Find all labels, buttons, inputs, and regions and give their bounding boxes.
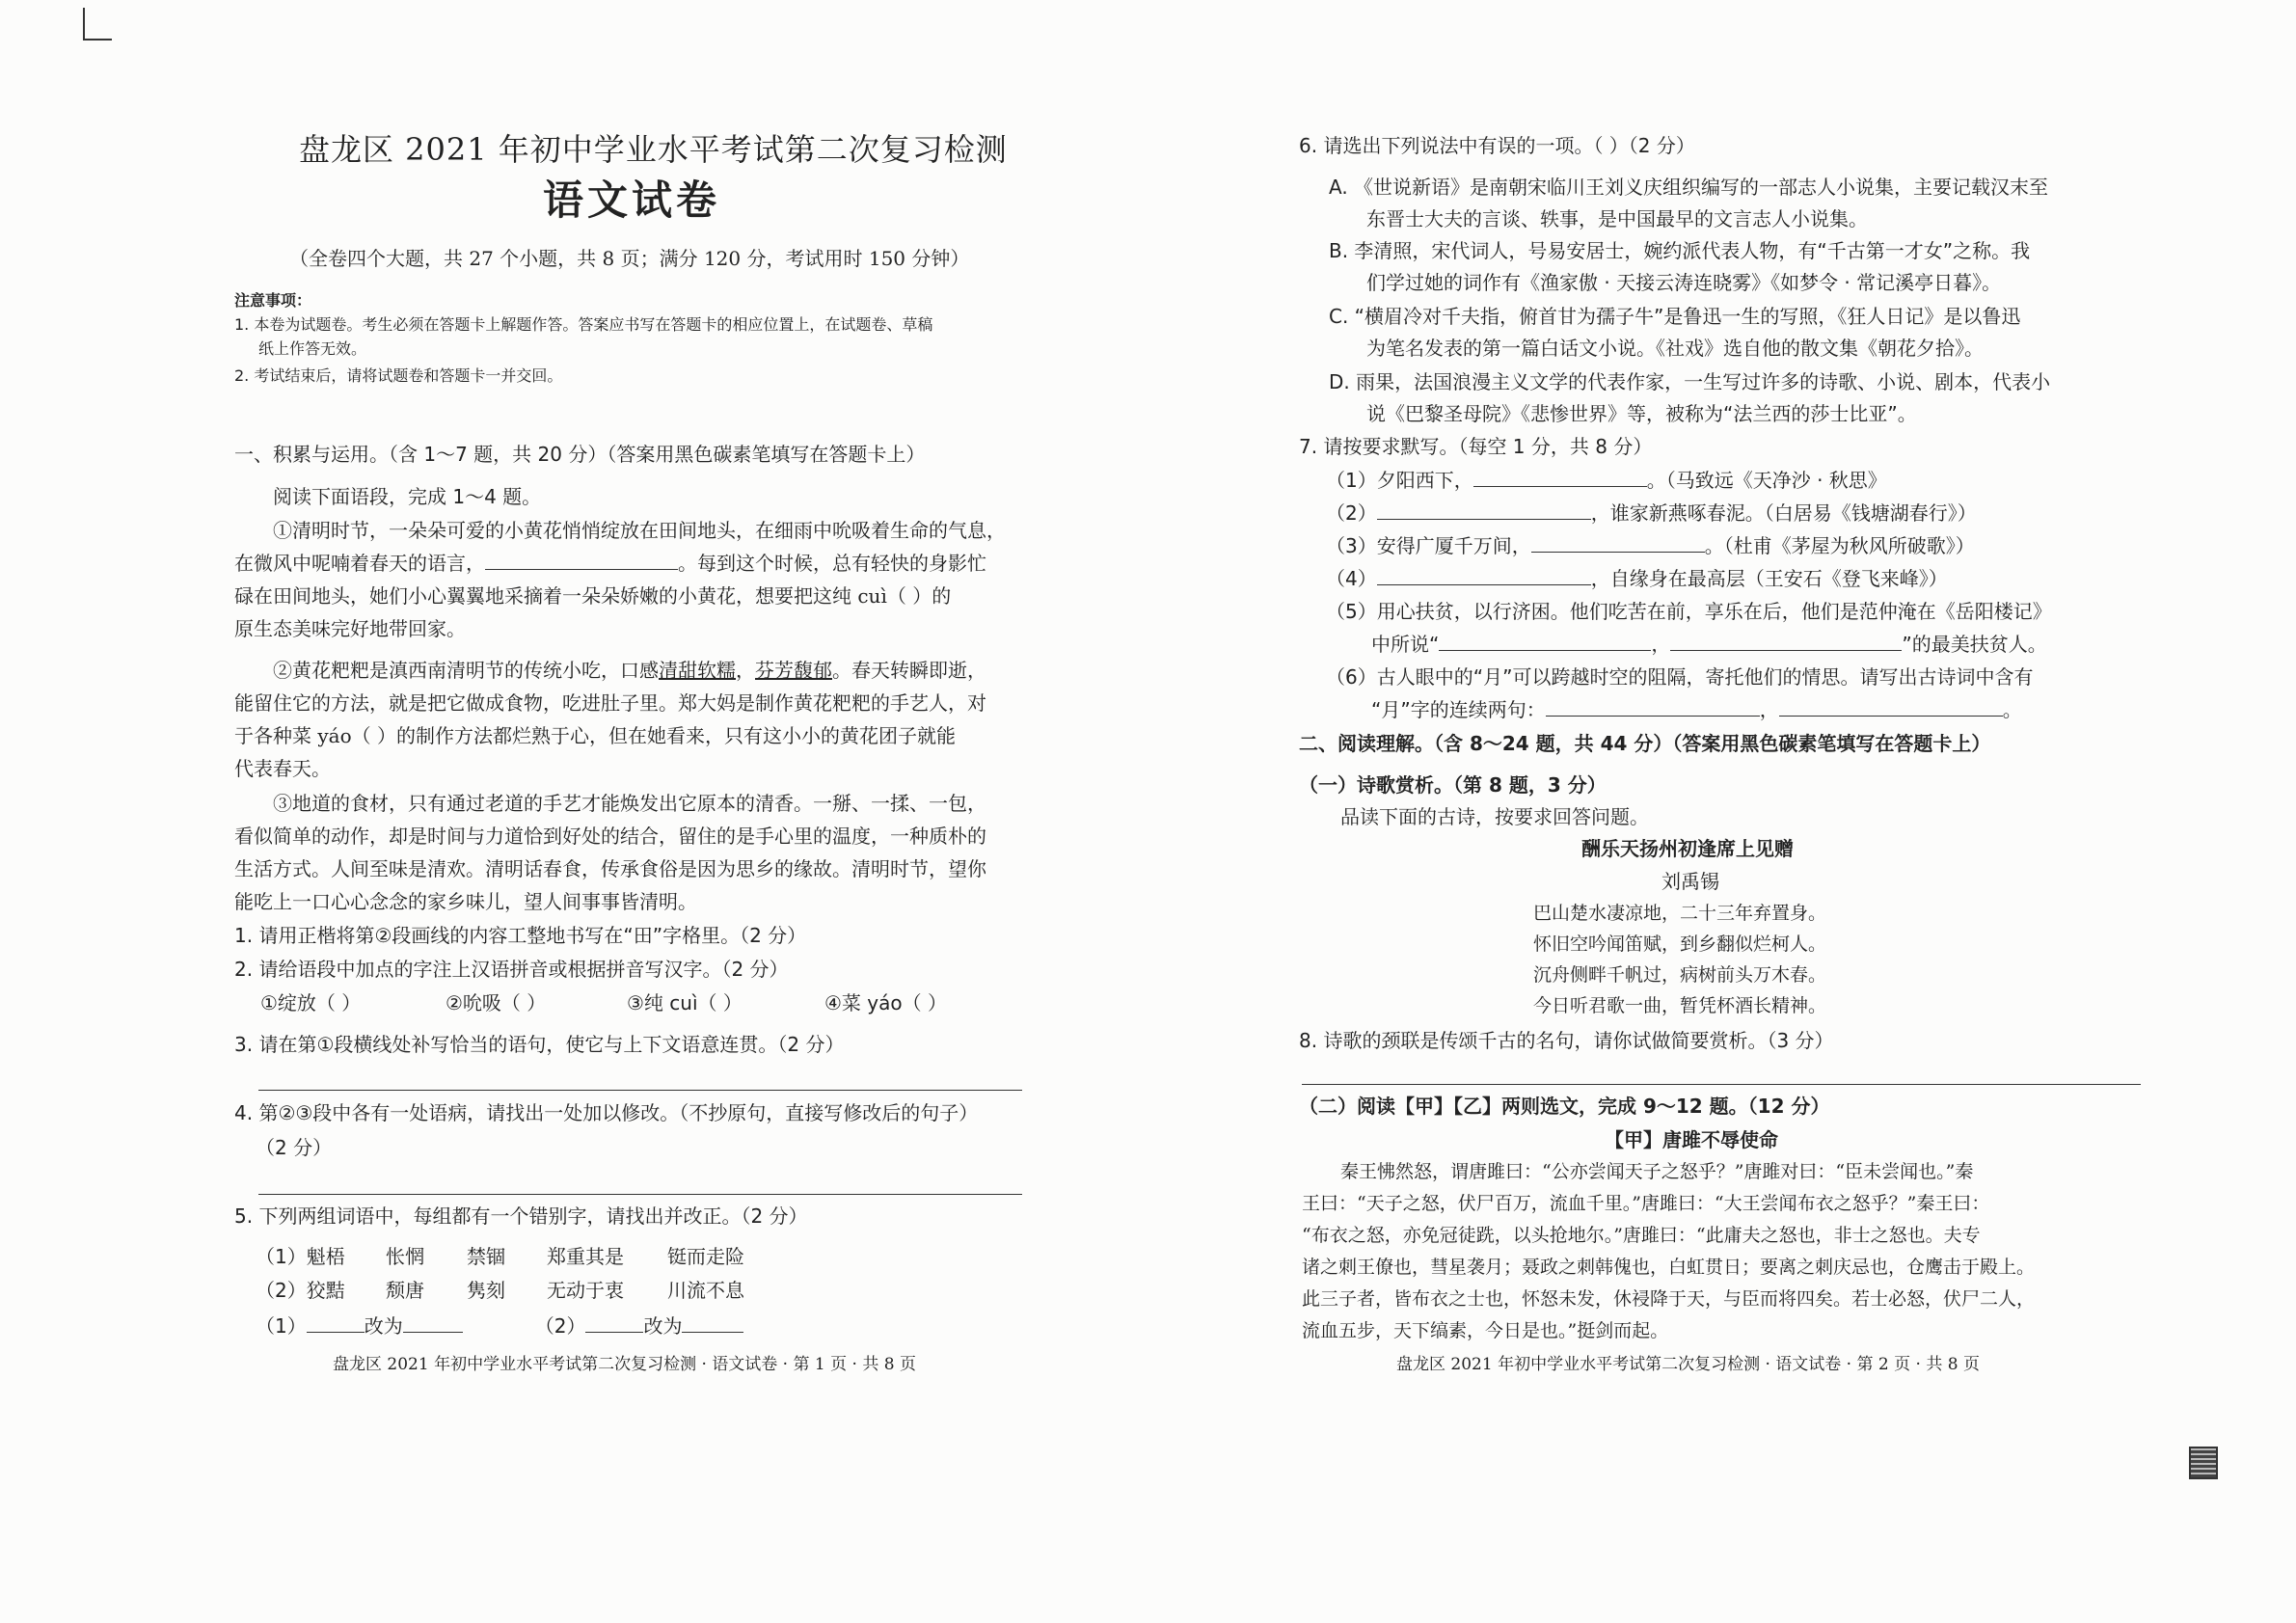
paragraph-1: 碌在田间地头，她们小心翼翼地采摘着一朵朵娇嫩的小黄花，想要把这纯 cuì（ ）的 (234, 584, 952, 608)
notice-line: 1. 本卷为试题卷。考生必须在答题卡上解题作答。答案应书写在答题卡的相应位置上，在试题卷、草稿 (234, 315, 933, 334)
text: ， (736, 659, 755, 682)
text: （2） (1326, 501, 1377, 525)
text: （4） (1326, 567, 1377, 590)
question-7: 7. 请按要求默写。（每空 1 分，共 8 分） (1299, 435, 1653, 458)
q5-word: 无动于衷 (547, 1279, 624, 1302)
passage-jia-title: 【甲】唐雎不辱使命 (1605, 1128, 1778, 1151)
q2-item: ③纯 cuì（ ） (627, 991, 743, 1014)
paragraph-2: 能留住它的方法，就是把它做成食物，吃进肚子里。郑大妈是制作黄花粑粑的手艺人，对 (234, 691, 986, 715)
text: 改为 (643, 1314, 683, 1338)
text: （1）夕阳西下， (1326, 469, 1473, 492)
poem-line: 怀旧空吟闻笛赋，到乡翻似烂柯人。 (1533, 933, 1827, 955)
answer-blank[interactable] (1377, 501, 1591, 520)
q5-word: 颓唐 (386, 1279, 424, 1302)
text: 改为 (364, 1314, 403, 1338)
answer-blank[interactable] (1779, 698, 2003, 717)
question-8: 8. 诗歌的颈联是传颂千古的名句，请你试做简要赏析。（3 分） (1299, 1029, 1834, 1052)
poem-line: 今日听君歌一曲，暂凭杯酒长精神。 (1533, 995, 1827, 1016)
q5-fill-row (256, 1312, 743, 1340)
paragraph-2 (273, 656, 986, 685)
text: 。（杜甫《茅屋为秋风所破歌》） (1704, 534, 1975, 557)
text: 中所说“ (1371, 633, 1440, 656)
answer-blank[interactable] (1670, 633, 1902, 651)
answer-blank[interactable] (1546, 698, 1760, 717)
poem-line: 巴山楚水凄凉地，二十三年弃置身。 (1533, 903, 1827, 924)
subsection-1-heading: （一）诗歌赏析。（第 8 题，3 分） (1299, 773, 1607, 797)
q2-item: ④菜 yáo（ ） (824, 991, 947, 1014)
scan-corner-mark (2189, 1447, 2218, 1479)
q6-option-d: D. 雨果，法国浪漫主义文学的代表作家，一生写过许多的诗歌、小说、剧本，代表小 (1329, 370, 2051, 393)
text: 。春天转瞬即逝， (832, 659, 986, 682)
q6-option-c: 为笔名发表的第一篇白话文小说。《社戏》选自他的散文集《朝花夕拾》。 (1366, 337, 1984, 360)
text: ， (1759, 698, 1779, 721)
question-4: 4. 第②③段中各有一处语病，请找出一处加以修改。（不抄原句，直接写修改后的句子） (234, 1101, 979, 1124)
exam-page-2 (1148, 0, 2296, 1623)
passage-jia: 此三子者，皆布衣之士也，怀怒未发，休祲降于天，与臣而将四矣。若士必怒，伏尸二人， (1302, 1288, 2036, 1310)
q7-item-5: （5）用心扶贫，以行济困。他们吃苦在前，享乐在后，他们是范仲淹在《岳阳楼记》 (1326, 600, 2052, 623)
q5-word: 铤而走险 (667, 1245, 744, 1268)
q6-option-a: 东晋士大夫的言谈、轶事，是中国最早的文言志人小说集。 (1366, 207, 1868, 230)
q6-option-b: B. 李清照，宋代词人，号易安居士，婉约派代表人物，有“千古第一才女”之称。我 (1329, 239, 2031, 262)
corner-mark (83, 39, 112, 41)
q6-option-a: A. 《世说新语》是南朝宋临川王刘义庆组织编写的一部志人小说集，主要记载汉末至 (1329, 176, 2049, 199)
question-6: 6. 请选出下列说法中有误的一项。（ ）（2 分） (1299, 134, 1695, 157)
text: ”的最美扶贫人。 (1902, 633, 2047, 656)
paragraph-1: 原生态美味完好地带回家。 (234, 617, 466, 640)
text: ，自缘身在最高层（王安石《登飞来峰》） (1590, 567, 1948, 590)
q2-item: ②吮吸（ ） (446, 991, 547, 1014)
paragraph-1: ①清明时节，一朵朵可爱的小黄花悄悄绽放在田间地头，在细雨中吮吸着生命的气息， (273, 519, 1006, 542)
q5-word: （1）魁梧 (256, 1245, 345, 1268)
corner-mark (83, 8, 85, 41)
q7-item-6: （6）古人眼中的“月”可以跨越时空的阻隔，寄托他们的情思。请写出古诗词中含有 (1326, 665, 2034, 689)
paragraph-2: 于各种菜 yáo（ ）的制作方法都烂熟于心，但在她看来，只有这小小的黄花团子就能 (234, 724, 956, 747)
passage-jia: 诸之刺王僚也，彗星袭月；聂政之刺韩傀也，白虹贯日；要离之刺庆忌也，仓鹰击于殿上。 (1302, 1257, 2036, 1278)
q7-item-6 (1371, 695, 2022, 724)
passage-jia: 王曰：“天子之怒，伏尸百万，流血千里。”唐雎曰：“大王尝闻布衣之怒乎？”秦王曰： (1302, 1193, 1990, 1214)
poem-line: 沉舟侧畔千帆过，病树前头万木春。 (1533, 964, 1827, 986)
paragraph-3: 看似简单的动作，却是时间与力道恰到好处的结合，留住的是手心里的温度，一种质朴的 (234, 825, 986, 848)
question-5: 5. 下列两组词语中，每组都有一个错别字，请找出并改正。（2 分） (234, 1204, 808, 1228)
text: 。（马致远《天净沙 · 秋思》 (1646, 469, 1887, 492)
question-2: 2. 请给语段中加点的字注上汉语拼音或根据拼音写汉字。（2 分） (234, 958, 789, 981)
answer-blank[interactable] (1473, 469, 1647, 487)
text: （1） (256, 1314, 307, 1338)
text: （3）安得广厦千万间， (1326, 534, 1531, 557)
section-2-heading: 二、阅读理解。（含 8～24 题，共 44 分）（答案用黑色碳素笔填写在答题卡上） (1299, 732, 1991, 755)
paragraph-3: ③地道的食材，只有通过老道的手艺才能焕发出它原本的清香。一掰、一揉、一包， (273, 792, 986, 815)
paragraph-3: 能吃上一口心心念念的家乡味儿，望人间事事皆清明。 (234, 890, 697, 913)
q5-word: 郑重其是 (547, 1245, 624, 1268)
answer-blank[interactable] (1531, 534, 1705, 553)
paragraph-1 (234, 549, 986, 578)
page-footer: 盘龙区 2021 年初中学业水平考试第二次复习检测 · 语文试卷 · 第 2 页 · 共 8 页 (1396, 1355, 1980, 1374)
q5-word: 隽刻 (467, 1279, 505, 1302)
answer-line[interactable] (1302, 1084, 2141, 1085)
notice-heading: 注意事项： (234, 291, 312, 310)
page-footer: 盘龙区 2021 年初中学业水平考试第二次复习检测 · 语文试卷 · 第 1 页 · 共 8 页 (333, 1355, 916, 1374)
question-1: 1. 请用正楷将第②段画线的内容工整地书写在“田”字格里。（2 分） (234, 924, 807, 947)
text: ②黄花粑粑是滇西南清明节的传统小吃，口感 (273, 659, 659, 682)
exam-info: （全卷四个大题，共 27 个小题，共 8 页；满分 120 分，考试用时 150 分钟） (289, 247, 970, 270)
q7-item-5 (1371, 630, 2047, 659)
answer-blank[interactable] (307, 1314, 365, 1333)
question-4: （2 分） (256, 1136, 333, 1159)
q6-option-d: 说《巴黎圣母院》《悲惨世界》等，被称为“法兰西的莎士比亚”。 (1366, 402, 1917, 425)
answer-blank[interactable] (485, 552, 678, 570)
exam-title: 盘龙区 2021 年初中学业水平考试第二次复习检测 (299, 131, 1008, 168)
poem-author: 刘禹锡 (1661, 870, 1719, 893)
q7-item-4 (1326, 564, 1948, 593)
q2-item: ①绽放（ ） (260, 991, 362, 1014)
text: 。每到这个时候，总有轻快的身影忙 (678, 552, 986, 575)
answer-blank[interactable] (1377, 567, 1591, 585)
text: （2） (534, 1314, 586, 1338)
q7-item-3 (1326, 531, 1975, 560)
paragraph-3: 生活方式。人间至味是清欢。清明话春食，传承食俗是因为思乡的缘故。清明时节，望你 (234, 857, 986, 880)
answer-blank[interactable] (403, 1314, 463, 1333)
text: ，谁家新燕啄春泥。（白居易《钱塘湖春行》） (1590, 501, 1977, 525)
text: 。 (2002, 698, 2022, 721)
underlined-phrase: 芬芳馥郁 (755, 659, 832, 682)
reading-intro: 阅读下面语段，完成 1～4 题。 (273, 485, 542, 508)
q5-word: （2）狡黠 (256, 1279, 345, 1302)
text: 在微风中呢喃着春天的语言， (234, 552, 485, 575)
q7-item-2 (1326, 499, 1977, 527)
subsection-1-intro: 品读下面的古诗，按要求回答问题。 (1340, 805, 1649, 828)
question-3: 3. 请在第①段横线处补写恰当的语句，使它与上下文语意连贯。（2 分） (234, 1033, 845, 1056)
passage-jia: 流血五步，天下缟素，今日是也。”挺剑而起。 (1302, 1320, 1669, 1341)
q5-word: 禁锢 (467, 1245, 505, 1268)
answer-blank[interactable] (1439, 633, 1651, 651)
section-1-heading: 一、积累与运用。（含 1～7 题，共 20 分）（答案用黑色碳素笔填写在答题卡上） (234, 443, 926, 466)
notice-line: 纸上作答无效。 (258, 339, 367, 358)
passage-jia: “布衣之怒，亦免冠徒跣，以头抢地尔。”唐雎曰：“此庸夫之怒也，非士之怒也。夫专 (1302, 1225, 1981, 1246)
text: ， (1651, 633, 1671, 656)
exam-subtitle: 语文试卷 (543, 176, 721, 224)
answer-blank[interactable] (682, 1314, 743, 1333)
q7-item-1 (1326, 466, 1887, 495)
q6-option-b: 们学过她的词作有《渔家傲 · 天接云涛连晓雾》《如梦令 · 常记溪亭日暮》。 (1366, 271, 2002, 294)
subsection-2-heading: （二）阅读【甲】【乙】两则选文，完成 9～12 题。（12 分） (1299, 1095, 1830, 1118)
answer-line[interactable] (258, 1194, 1022, 1195)
passage-jia: 秦王怫然怒，谓唐雎曰：“公亦尝闻天子之怒乎？”唐雎对曰：“臣未尝闻也。”秦 (1340, 1161, 1974, 1182)
underlined-phrase: 清甜软糯 (659, 659, 736, 682)
q5-word: 川流不息 (667, 1279, 744, 1302)
answer-blank[interactable] (585, 1314, 643, 1333)
q5-word: 怅惘 (386, 1245, 424, 1268)
notice-line: 2. 考试结束后，请将试题卷和答题卡一并交回。 (234, 366, 563, 385)
paragraph-2: 代表春天。 (234, 757, 331, 780)
q6-option-c: C. “横眉冷对千夫指，俯首甘为孺子牛”是鲁迅一生的写照，《狂人日记》是以鲁迅 (1329, 305, 2021, 328)
answer-line[interactable] (258, 1090, 1022, 1091)
poem-title: 酬乐天扬州初逢席上见赠 (1581, 837, 1794, 860)
text: “月”字的连续两句： (1371, 698, 1546, 721)
